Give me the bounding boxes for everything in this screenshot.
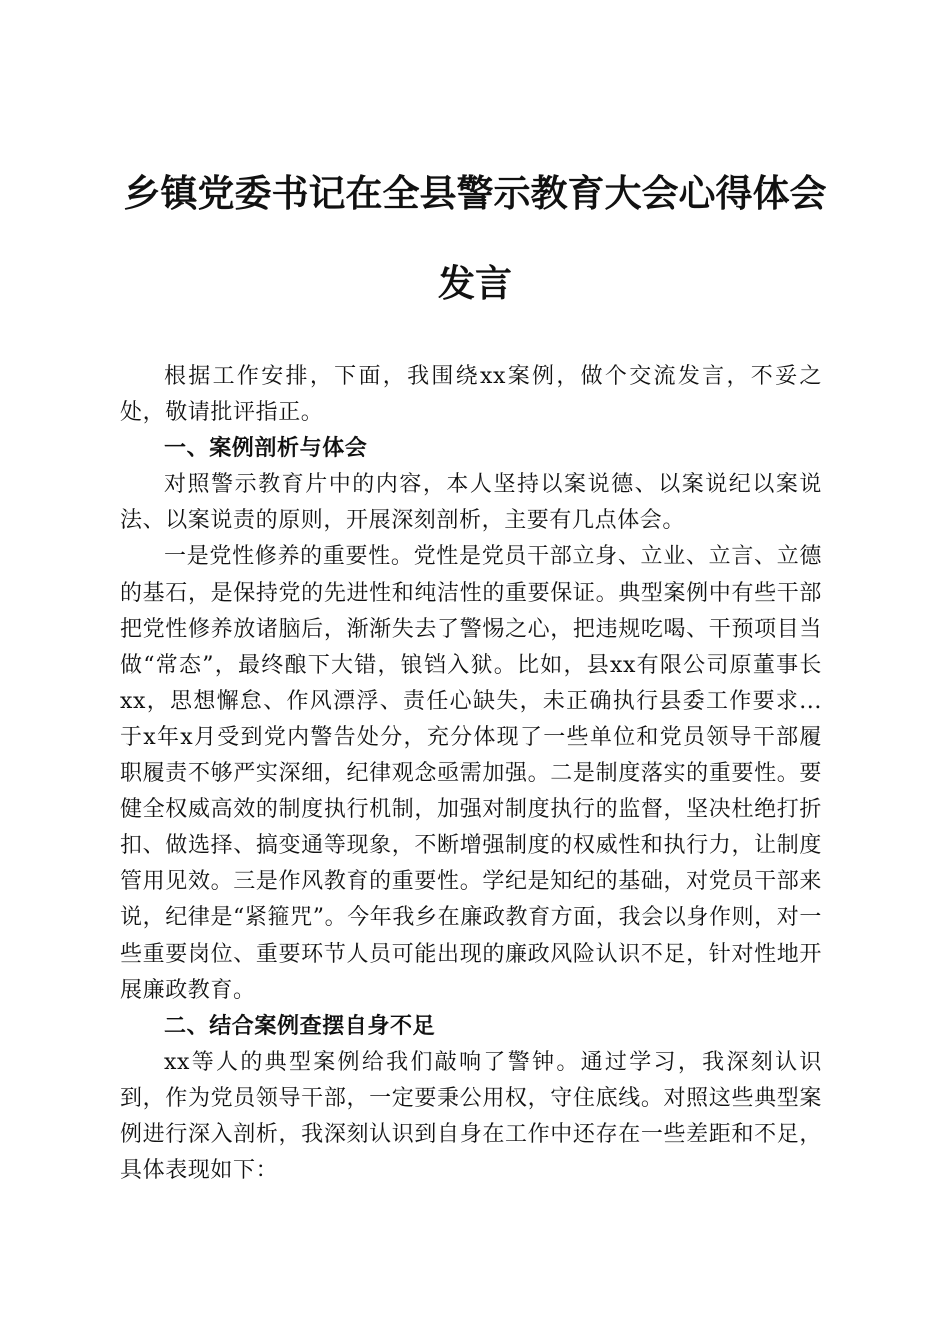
intro-paragraph: 根据工作安排，下面，我围绕xx案例，做个交流发言，不妥之处，敬请批评指正。 [120, 364, 822, 426]
section-1-paragraph-1: 对照警示教育片中的内容，本人坚持以案说德、以案说纪以案说法、以案说责的原则，开展深刻剖析，主要有几点体会。 [120, 472, 822, 534]
section-1-paragraph-2: 一是党性修养的重要性。党性是党员干部立身、立业、立言、立德的基石，是保持党的先进性和纯洁性的重要保证。典型案例中有些干部把党性修养放诸脑后，渐渐失去了警惕之心，把违规吃喝、干预项目当做“常态”，最终酿下大错，锒铛入狱。比如，县xx有限公司原董事长xx，思想懈怠、作风漂浮、责任心缺失，未正确执行县委工作要求...于x年x月受到党内警告处分，充分体现了一些单位和党员领导干部履职履责不够严实深细，纪律观念亟需加强。二是制度落实的重要性。要健全权威高效的制度执行机制，加强对制度执行的监督，坚决杜绝打折扣、做选择、搞变通等现象，不断增强制度的权威性和执行力，让制度管用见效。三是作风教育的重要性。学纪是知纪的基础，对党员干部来说，纪律是“紧箍咒”。今年我乡在廉政教育方面，我会以身作则，对一些重要岗位、重要环节人员可能出现的廉政风险认识不足，针对性地开展廉政教育。 [120, 544, 822, 1003]
section-1-heading: 一、案例剖析与体会 [164, 436, 368, 462]
document-body [120, 359, 822, 1189]
section-2-paragraph-1: xx等人的典型案例给我们敲响了警钟。通过学习，我深刻认识到，作为党员领导干部，一定要秉公用权，守住底线。对照这些典型案例进行深入剖析，我深刻认识到自身在工作中还存在一些差距和不足，具体表现如下： [120, 1049, 822, 1184]
document-title: 乡镇党委书记在全县警示教育大会心得体会发言 [123, 171, 827, 305]
section-2-heading: 二、结合案例查摆自身不足 [164, 1013, 436, 1039]
